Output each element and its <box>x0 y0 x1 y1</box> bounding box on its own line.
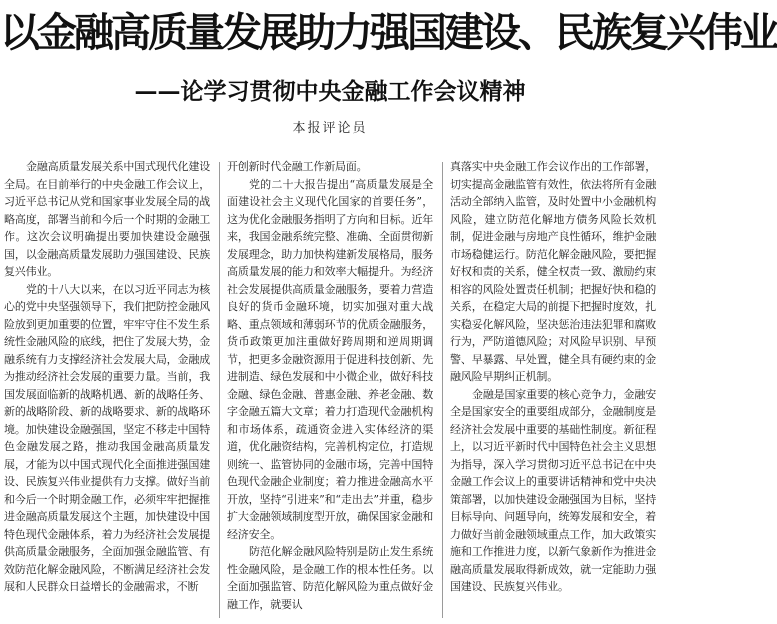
column-divider <box>442 162 443 618</box>
paragraph: 防范化解金融风险特别是防止发生系统性金融风险，是金融工作的根本性任务。以全面加强监管、防范化解风险为重点做好金融工作，就要认 <box>227 545 433 611</box>
paragraph: 党的二十大报告提出“高质量发展是全面建设社会主义现代化国家的首要任务”，这为优化金融服务指明了方向和目标。近年来，我国金融系统完整、准确、全面贯彻新发展理念，助力加快构建新发展格局，服务高质量发展的能力和效率大幅提升。为经济社会发展提供高质量金融服务，要着力营造良好的货币金融环境，切实加强对重大战略、重点领域和薄弱环节的优质金融服务，货币政策更加注重做好跨周期和逆周期调节，把更多金融资源用于促进科技创新、先进制造、绿色发展和中小微企业，做好科技金融、绿色金融、普惠金融、养老金融、数字金融五篇大文章；着力打造现代金融机构和市场体系，疏通资金进入实体经济的渠道，优化融资结构，完善机构定位，打造规则统一、监管协同的金融市场，完善中国特色现代金融企业制度；着力推进金融高水平开放，坚持“引进来”和“走出去”并重，稳步扩大金融领域制度型开放，确保国家金融和经济安全。 <box>227 177 433 541</box>
subheadline: ——论学习贯彻中央金融工作会议精神 <box>134 78 526 105</box>
byline: 本报评论员 <box>292 121 368 136</box>
article-column-1 <box>4 158 210 620</box>
article-column-3 <box>450 158 656 620</box>
paragraph: 金融是国家重要的核心竞争力，金融安全是国家安全的重要组成部分，金融制度是经济社会发展中重要的基础性制度。新征程上，以习近平新时代中国特色社会主义思想为指导，深入学习贯彻习近平总书记在中央金融工作会议上的重要讲话精神和党中央决策部署，以加快建设金融强国为目标，坚持目标导向、问题导向，统筹发展和安全，着力做好当前金融领域重点工作，加大政策实施和工作推进力度，以新气象新作为推进金融高质量发展取得新成效，就一定能助力强国建设、民族复兴伟业。 <box>450 387 656 593</box>
article-column-2 <box>227 158 433 620</box>
column-divider <box>219 162 220 618</box>
paragraph: 党的十八大以来，在以习近平同志为核心的党中央坚强领导下，我们把防控金融风险放到更加重要的位置，牢牢守住不发生系统性金融风险的底线，把住了发展大势，金融系统有力支撑经济社会发展大局，金融成为推动经济社会发展的重要力量。当前，我国发展面临新的战略机遇、新的战略任务、新的战略阶段、新的战略要求、新的战略环境。加快建设金融强国，坚定不移走中国特色金融发展之路，推动我国金融高质量发展，才能为以中国式现代化全面推进强国建设、民族复兴伟业提供有力支撑。做好当前和今后一个时期金融工作，必须牢牢把握推进金融高质量发展这个主题，加快建设中国特色现代金融体系，着力为经济社会发展提供高质量金融服务，全面加强金融监管、有效防范化解金融风险，不断满足经济社会发展和人民群众日益增长的金融需求，不断 <box>4 282 210 593</box>
paragraph: 开创新时代金融工作新局面。 <box>227 160 368 173</box>
paragraph: 真落实中央金融工作会议作出的工作部署，切实提高金融监管有效性，依法将所有金融活动全部纳入监管，及时处置中小金融机构风险，建立防范化解地方债务风险长效机制，促进金融与房地产良性循环，维护金融市场稳健运行。防范化解金融风险，要把握好权和责的关系，健全权责一致、激励约束相容的风险处置责任机制；把握好快和稳的关系，在稳定大局的前提下把握时度效，扎实稳妥化解风险，坚决惩治违法犯罪和腐败行为，严防道德风险；对风险早识别、早预警、早暴露、早处置，健全具有硬约束的金融风险早期纠正机制。 <box>450 160 656 383</box>
paragraph: 金融高质量发展关系中国式现代化建设全局。在目前举行的中央金融工作会议上，习近平总书记从党和国家事业发展全局的战略高度，部署当前和今后一个时期的金融工作。这次会议明确提出要加快建设金融强国，以金融高质量发展助力强国建设、民族复兴伟业。 <box>4 160 210 278</box>
headline: 以金融高质量发展助力强国建设、民族复兴伟业 <box>0 10 777 56</box>
